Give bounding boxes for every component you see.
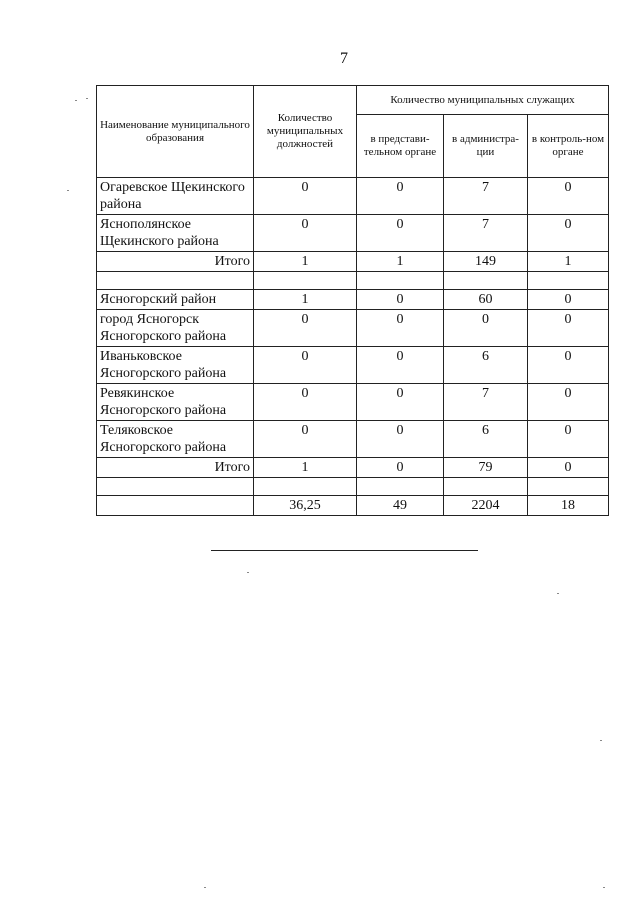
municipality-name: Теляковское Ясногорского района: [97, 421, 254, 458]
cell-positions: 1: [254, 252, 357, 272]
cell-control: 0: [528, 347, 609, 384]
total-label: Итого: [97, 458, 254, 478]
cell-control: 0: [528, 290, 609, 310]
blank-cell: [97, 272, 254, 290]
blank-cell: [528, 478, 609, 496]
cell-representative: 0: [357, 347, 444, 384]
cell-representative: 0: [357, 290, 444, 310]
cell-positions: 0: [254, 421, 357, 458]
cell-positions: 0: [254, 347, 357, 384]
header-servants-group: Количество муниципальных служащих: [357, 86, 609, 115]
table-row: [97, 347, 609, 384]
header-positions: Количество муниципальных должностей: [254, 86, 357, 178]
table-row: [97, 215, 609, 252]
cell-administration: 2204: [444, 496, 528, 516]
cell-control: 18: [528, 496, 609, 516]
header-representative: в представи-тельном органе: [357, 115, 444, 178]
cell-positions: 1: [254, 458, 357, 478]
cell-administration: 6: [444, 347, 528, 384]
scan-speck: [67, 190, 69, 191]
cell-representative: 0: [357, 310, 444, 347]
scan-speck: [204, 887, 206, 888]
cell-administration: 7: [444, 384, 528, 421]
cell-control: 1: [528, 252, 609, 272]
table-body: [97, 178, 609, 516]
cell-representative: 0: [357, 421, 444, 458]
municipality-name: Ясногорский район: [97, 290, 254, 310]
cell-representative: 0: [357, 215, 444, 252]
cell-representative: 1: [357, 252, 444, 272]
municipality-name: Иваньковское Ясногорского района: [97, 347, 254, 384]
cell-administration: 7: [444, 215, 528, 252]
cell-positions: 0: [254, 215, 357, 252]
cell-control: 0: [528, 310, 609, 347]
cell-administration: 60: [444, 290, 528, 310]
cell-positions: 1: [254, 290, 357, 310]
blank-cell: [97, 478, 254, 496]
blank-cell: [528, 272, 609, 290]
cell-positions: 0: [254, 384, 357, 421]
cell-representative: 49: [357, 496, 444, 516]
table-row: [97, 178, 609, 215]
cell-control: 0: [528, 458, 609, 478]
table-row: [97, 252, 609, 272]
cell-representative: 0: [357, 178, 444, 215]
table-row: [97, 421, 609, 458]
scan-speck: [247, 572, 249, 573]
scan-speck: [600, 740, 602, 741]
table-row: [97, 290, 609, 310]
cell-positions: 36,25: [254, 496, 357, 516]
cell-representative: 0: [357, 384, 444, 421]
blank-cell: [357, 478, 444, 496]
municipality-name: Огаревское Щекинского района: [97, 178, 254, 215]
cell-administration: 7: [444, 178, 528, 215]
table-row: [97, 496, 609, 516]
total-label: Итого: [97, 252, 254, 272]
blank-cell: [444, 272, 528, 290]
municipality-name: [97, 496, 254, 516]
cell-positions: 0: [254, 310, 357, 347]
cell-administration: 6: [444, 421, 528, 458]
blank-cell: [444, 478, 528, 496]
signature-line: [211, 550, 478, 551]
table-row: [97, 310, 609, 347]
cell-control: 0: [528, 215, 609, 252]
table-row: [97, 272, 609, 290]
header-control: в контроль-ном органе: [528, 115, 609, 178]
municipality-name: город Ясногорск Ясногорского района: [97, 310, 254, 347]
municipal-staff-table: [96, 85, 609, 516]
municipality-name: Ревякинское Ясногорского района: [97, 384, 254, 421]
blank-cell: [254, 272, 357, 290]
table-row: [97, 478, 609, 496]
scan-speck: [86, 98, 88, 99]
cell-administration: 79: [444, 458, 528, 478]
cell-representative: 0: [357, 458, 444, 478]
cell-positions: 0: [254, 178, 357, 215]
scan-speck: [75, 100, 77, 101]
scan-speck: [557, 593, 559, 594]
cell-administration: 0: [444, 310, 528, 347]
header-administration: в администра-ции: [444, 115, 528, 178]
cell-control: 0: [528, 178, 609, 215]
cell-control: 0: [528, 421, 609, 458]
table-row: [97, 458, 609, 478]
header-name: Наименование муниципального образования: [97, 86, 254, 178]
cell-administration: 149: [444, 252, 528, 272]
scan-speck: [603, 887, 605, 888]
municipality-name: Яснополянское Щекинского района: [97, 215, 254, 252]
cell-control: 0: [528, 384, 609, 421]
page-number: 7: [340, 50, 348, 67]
blank-cell: [254, 478, 357, 496]
table-row: [97, 384, 609, 421]
blank-cell: [357, 272, 444, 290]
